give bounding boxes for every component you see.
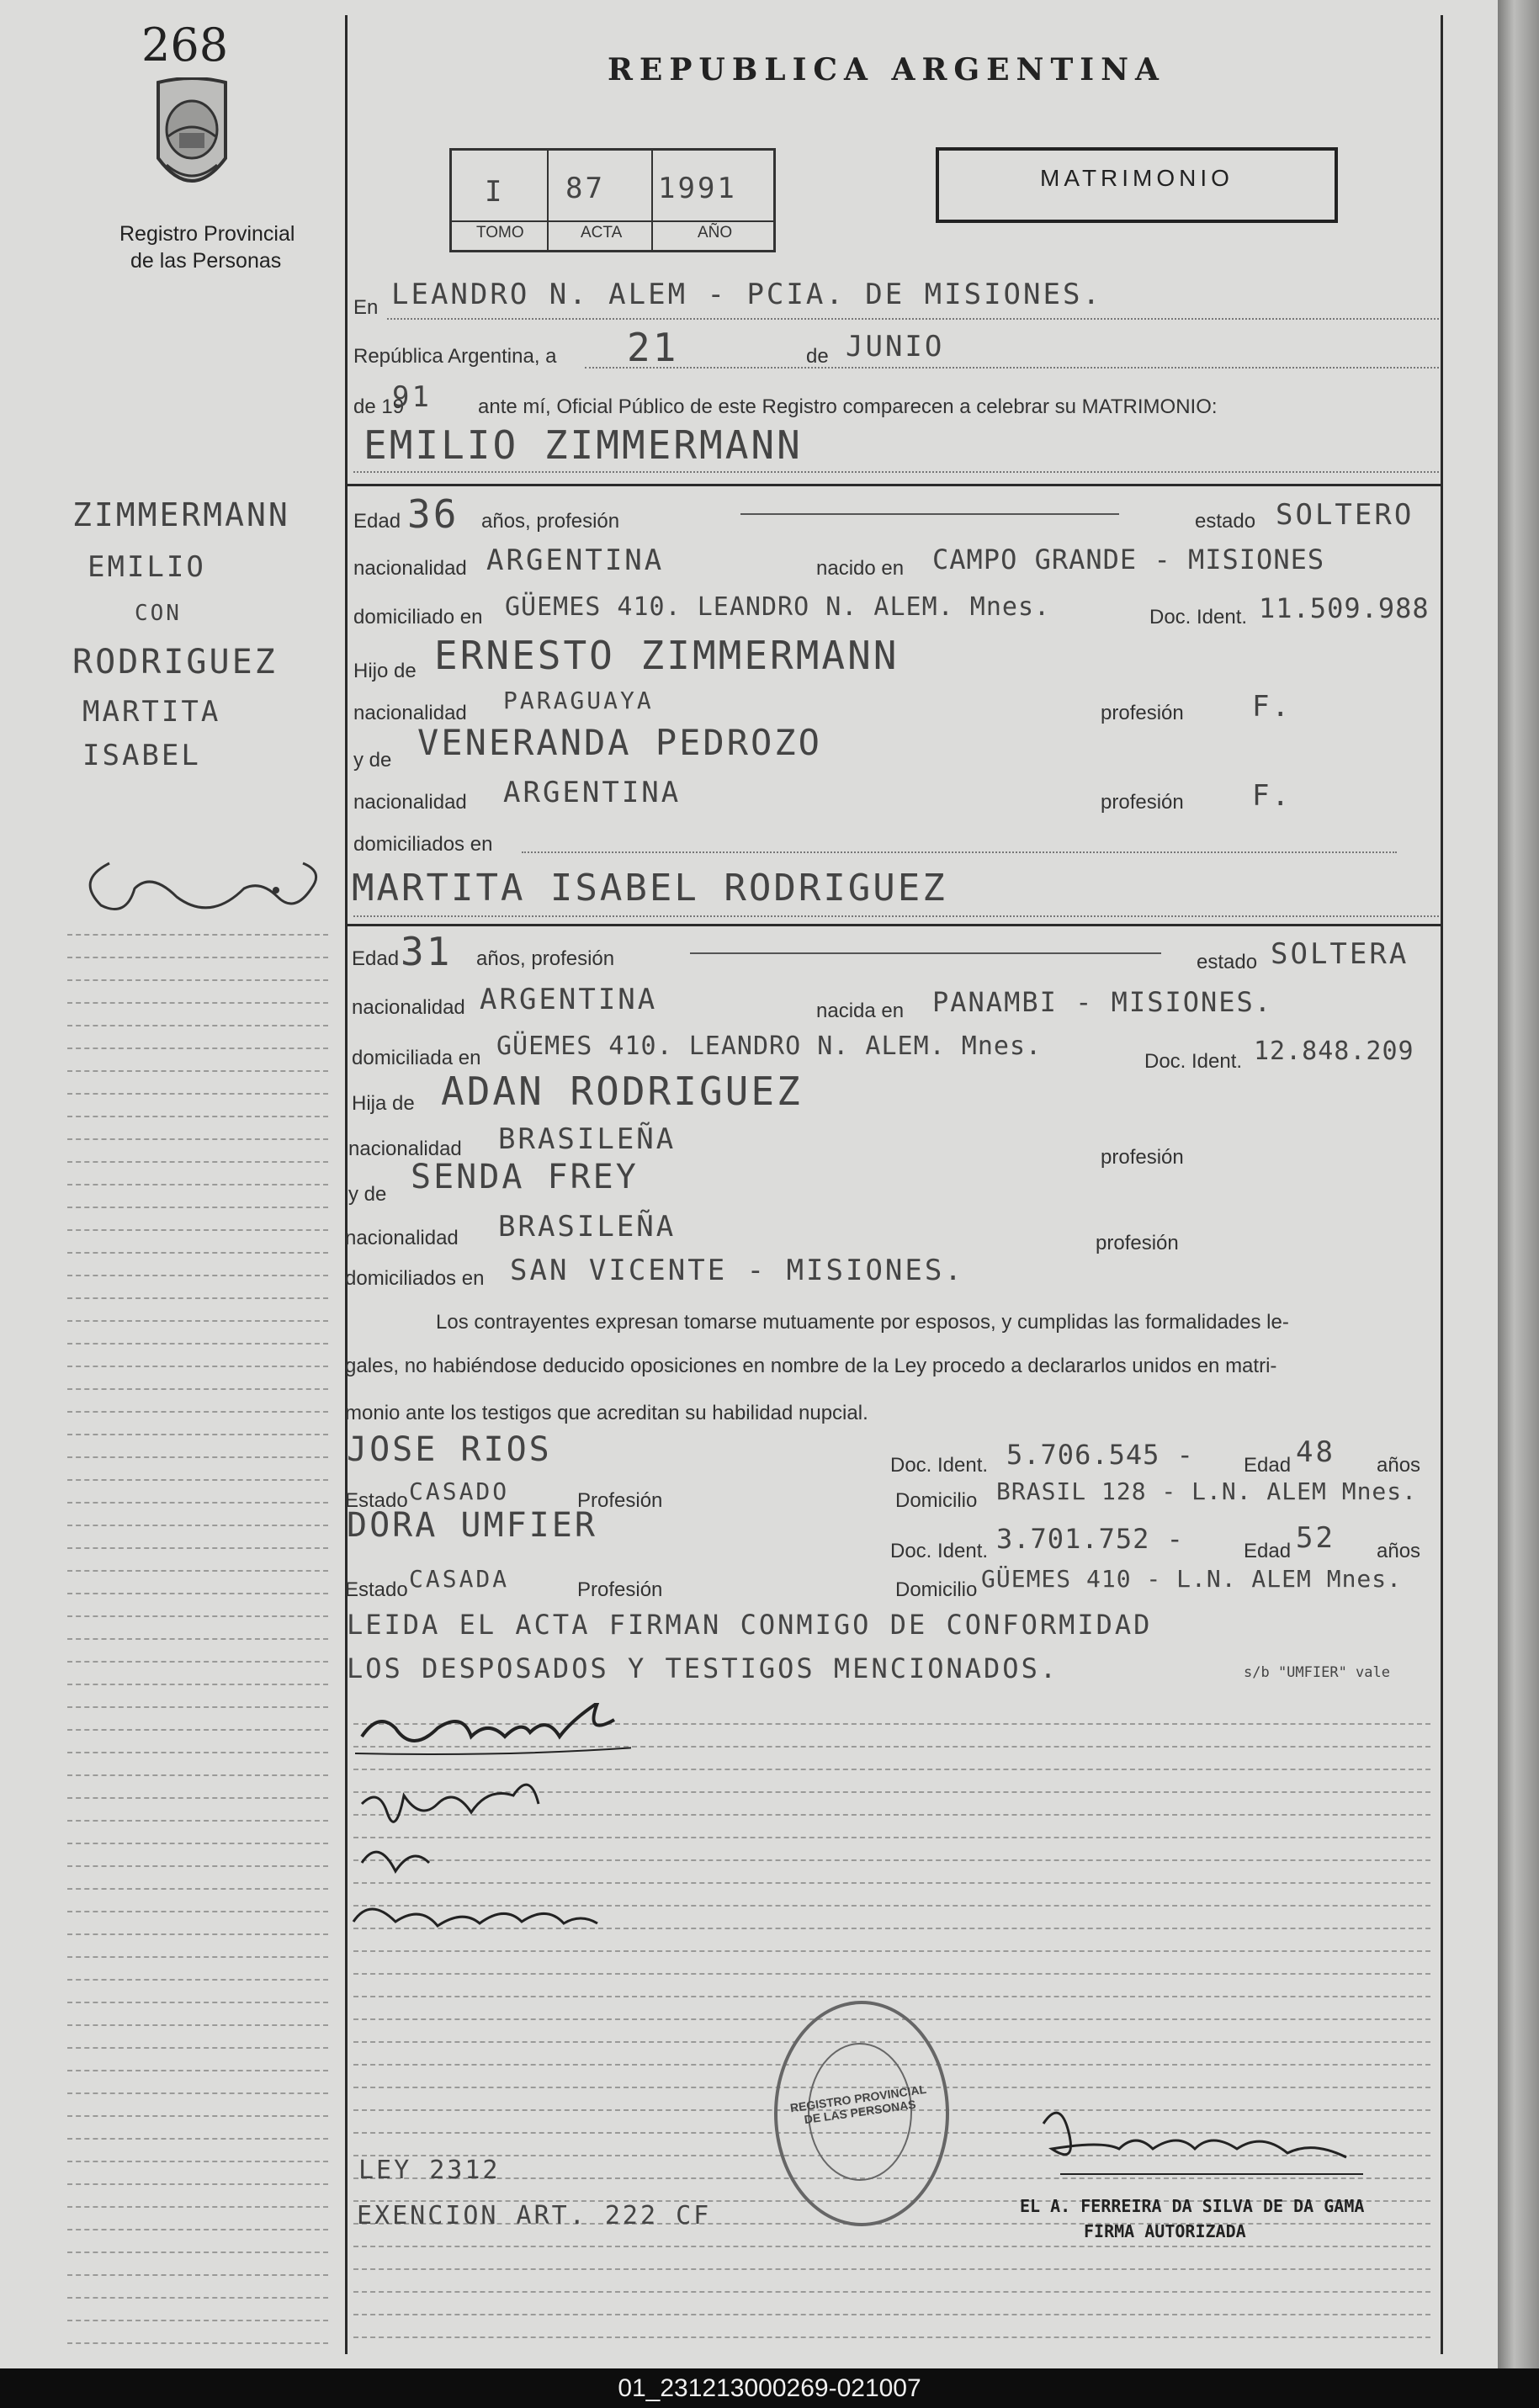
margin-rule-line	[67, 1911, 328, 1912]
footer-code: 01_231213000269-021007	[0, 2368, 1539, 2408]
margin-rule-line	[67, 1002, 328, 1004]
witness2-doc: 3.701.752 -	[996, 1523, 1184, 1555]
groom-padre-prof: F.	[1252, 690, 1292, 724]
margin-rule-line	[67, 1434, 328, 1435]
margin-rule-line	[67, 1138, 328, 1140]
groom-madre-prof: F.	[1252, 779, 1292, 813]
record-box-divider	[547, 148, 549, 250]
witness2-estado-label: Estado	[345, 1578, 408, 1601]
acta-label: ACTA	[581, 224, 623, 241]
registry-name-line1: Registro Provincial	[119, 222, 295, 246]
body-rule-line	[353, 2268, 1430, 2270]
closing-line2: LOS DESPOSADOS Y TESTIGOS MENCIONADOS.	[347, 1652, 1059, 1684]
bride-nacionalidad-label: nacionalidad	[352, 996, 465, 1019]
margin-rule-line	[67, 1706, 328, 1708]
bride-padre-prof-label: profesión	[1101, 1146, 1184, 1169]
witness1-prof-label: Profesión	[577, 1489, 663, 1512]
margin-rule-line	[67, 1570, 328, 1572]
margin-note-line2: EMILIO	[88, 550, 206, 584]
margin-rule-line	[67, 2002, 328, 2003]
witness2-domicilio: GÜEMES 410 - L.N. ALEM Mnes.	[981, 1565, 1403, 1593]
margin-rule-line	[67, 2297, 328, 2299]
groom-edad: 36	[407, 491, 459, 537]
stamp-text: REGISTRO PROVINCIAL DE LAS PERSONAS	[788, 2082, 927, 2127]
body-rule-line	[353, 1996, 1430, 1997]
body-rule-line	[353, 2291, 1430, 2293]
margin-rule-line	[67, 1956, 328, 1958]
witness1-estado-label: Estado	[345, 1489, 408, 1512]
law-line2: EXENCION ART. 222 CF	[357, 2201, 712, 2230]
margin-rule-line	[67, 2115, 328, 2117]
section-divider	[345, 484, 1443, 486]
groom-madre-nac: ARGENTINA	[503, 776, 682, 809]
bride-edad: 31	[401, 929, 453, 974]
margin-rule-line	[67, 1865, 328, 1867]
closing-line1: LEIDA EL ACTA FIRMAN CONMIGO DE CONFORMIDAD	[347, 1609, 1153, 1641]
margin-rule-line	[67, 1048, 328, 1049]
year-prefix: de 19	[353, 395, 405, 418]
margin-note-line4: RODRIGUEZ	[72, 643, 278, 682]
groom-madre-nac-label: nacionalidad	[353, 791, 467, 814]
tomo-label: TOMO	[476, 224, 524, 241]
groom-estado-label: estado	[1195, 510, 1256, 533]
witness2-prof-label: Profesión	[577, 1578, 663, 1601]
margin-note-line6: ISABEL	[82, 739, 201, 772]
margin-rule-line	[67, 1320, 328, 1322]
margin-rule-line	[67, 2070, 328, 2071]
groom-edad-label: Edad	[353, 510, 401, 533]
year-suffix: 91	[392, 380, 432, 414]
bride-madre-label: y de	[348, 1183, 387, 1206]
bride-doc: 12.848.209	[1254, 1037, 1414, 1066]
margin-rule-line	[67, 2229, 328, 2230]
margin-rule-line	[67, 2161, 328, 2162]
margin-note-line3: CON	[135, 601, 182, 626]
margin-rule-line	[67, 2092, 328, 2094]
witness1-name: JOSE RIOS	[347, 1430, 552, 1469]
witness1-edad: 48	[1296, 1435, 1335, 1469]
margin-rule-line	[67, 1093, 328, 1095]
margin-rule-line	[67, 1025, 328, 1026]
margin-rule-line	[67, 1729, 328, 1731]
margin-note-line1: ZIMMERMANN	[72, 496, 290, 533]
official-signature-icon	[1035, 2098, 1372, 2187]
bride-name: MARTITA ISABEL RODRIGUEZ	[352, 867, 947, 910]
bride-padre-nac-label: nacionalidad	[348, 1138, 462, 1160]
bride-madre-nac: BRASILEÑA	[498, 1210, 677, 1244]
bride-edad-label: Edad	[352, 947, 400, 970]
margin-rule-line	[67, 1820, 328, 1822]
place-value: LEANDRO N. ALEM - PCIA. DE MISIONES.	[391, 278, 1102, 311]
margin-rule-line	[67, 1479, 328, 1481]
bride-nacida: PANAMBI - MISIONES.	[932, 986, 1273, 1018]
paragraph-line3: monio ante los testigos que acreditan su habilidad nupcial.	[345, 1402, 868, 1424]
fill-line	[690, 952, 1161, 954]
margin-rule-line	[67, 1184, 328, 1185]
body-rule-line	[353, 2336, 1430, 2338]
paragraph-line1: Los contrayentes expresan tomarse mutuamente por esposos, y cumplidas las formalidades le-	[436, 1311, 1289, 1334]
margin-rule-line	[67, 1774, 328, 1776]
body-rule-line	[353, 2246, 1430, 2247]
fill-line	[585, 367, 1439, 369]
acta-value: 87	[565, 172, 605, 205]
margin-rule-line	[67, 1070, 328, 1072]
margin-rule-line	[67, 1843, 328, 1844]
margin-rule-line	[67, 1797, 328, 1799]
margin-rule-line	[67, 1297, 328, 1299]
paragraph-line2: gales, no habiéndose deducido oposiciones en nombre de la Ley procedo a declararlos unidos en matri-	[345, 1355, 1277, 1377]
fill-line	[353, 471, 1439, 473]
margin-rule-line	[67, 1888, 328, 1890]
groom-padre: ERNESTO ZIMMERMANN	[434, 633, 900, 678]
registry-name-line2: de las Personas	[130, 249, 282, 273]
margin-divider-right	[1441, 15, 1443, 2354]
bride-nacida-label: nacida en	[816, 1000, 905, 1022]
tomo-value: I	[485, 175, 505, 209]
bride-madre-nac-label: nacionalidad	[345, 1227, 459, 1249]
groom-nacido: CAMPO GRANDE - MISIONES	[932, 544, 1325, 575]
groom-doc-label: Doc. Ident.	[1149, 606, 1248, 629]
margin-rule-line	[67, 2206, 328, 2208]
law-line1: LEY 2312	[358, 2156, 501, 2185]
groom-estado: SOLTERO	[1276, 498, 1414, 532]
groom-padre-nac-label: nacionalidad	[353, 702, 467, 724]
groom-name: EMILIO ZIMMERMANN	[364, 422, 803, 468]
groom-doc: 11.509.988	[1259, 592, 1430, 624]
signatures-icon	[345, 1703, 631, 1960]
bride-estado-label: estado	[1197, 951, 1258, 973]
margin-rule-line	[67, 1547, 328, 1549]
margin-rule-line	[67, 1661, 328, 1663]
margin-rule-line	[67, 1638, 328, 1640]
month-value: JUNIO	[846, 330, 945, 363]
margin-rule-line	[67, 1411, 328, 1413]
bride-padre: ADAN RODRIGUEZ	[441, 1069, 803, 1114]
act-type-label: MATRIMONIO	[1040, 165, 1234, 191]
witness2-name: DORA UMFIER	[347, 1506, 597, 1545]
groom-nacido-label: nacido en	[816, 557, 905, 580]
witness2-edad: 52	[1296, 1521, 1335, 1555]
section-divider	[345, 924, 1443, 926]
margin-rule-line	[67, 1343, 328, 1345]
margin-divider-left	[345, 15, 348, 2354]
fill-line	[353, 915, 1439, 917]
bride-domicilio-label: domiciliada en	[352, 1047, 481, 1069]
margin-rule-line	[67, 1116, 328, 1117]
bride-padre-nac: BRASILEÑA	[498, 1122, 677, 1156]
margin-rule-line	[67, 2138, 328, 2140]
bride-madre-prof-label: profesión	[1096, 1232, 1179, 1254]
margin-rule-line	[67, 1229, 328, 1231]
margin-rule-line	[67, 1593, 328, 1594]
bride-domiciliados: SAN VICENTE - MISIONES.	[510, 1254, 964, 1287]
body-rule-line	[353, 1973, 1430, 1975]
margin-rule-line	[67, 1207, 328, 1208]
record-box-divider	[651, 148, 653, 250]
de-label: de	[806, 345, 829, 368]
sheet-number: 268	[141, 19, 229, 72]
groom-domiciliados-label: domiciliados en	[353, 833, 493, 856]
groom-nacionalidad-label: nacionalidad	[353, 557, 467, 580]
bride-anos-profesion-label: años, profesión	[476, 947, 615, 970]
witness1-anos-label: años	[1377, 1454, 1421, 1477]
margin-rule-line	[67, 2047, 328, 2049]
day-value: 21	[627, 325, 679, 370]
fill-line	[740, 513, 1119, 515]
groom-madre-prof-label: profesión	[1101, 791, 1184, 814]
bride-domicilio: GÜEMES 410. LEANDRO N. ALEM. Mnes.	[496, 1032, 1043, 1061]
country-title: REPUBLICA ARGENTINA	[608, 52, 1165, 88]
margin-rule-line	[67, 2342, 328, 2344]
margin-rule-line	[67, 1275, 328, 1276]
bride-padre-label: Hija de	[352, 1092, 415, 1115]
margin-rule-line	[67, 2252, 328, 2253]
margin-rule-line	[67, 2024, 328, 2026]
groom-domicilio: GÜEMES 410. LEANDRO N. ALEM. Mnes.	[505, 592, 1051, 622]
margin-rule-line	[67, 1933, 328, 1935]
groom-madre-label: y de	[353, 749, 392, 772]
margin-rule-line	[67, 1684, 328, 1685]
provincial-seal-icon	[150, 77, 234, 200]
witness2-dom-label: Domicilio	[895, 1578, 978, 1601]
margin-rule-line	[67, 1979, 328, 1981]
witness1-doc: 5.706.545 -	[1006, 1439, 1194, 1471]
groom-padre-label: Hijo de	[353, 660, 417, 682]
bride-madre: SENDA FREY	[411, 1158, 639, 1196]
witness2-estado: CASADA	[409, 1565, 510, 1593]
anio-value: 1991	[658, 172, 737, 205]
groom-nacionalidad: ARGENTINA	[486, 544, 665, 577]
margin-rule-line	[67, 1252, 328, 1254]
margin-rule-line	[67, 1366, 328, 1367]
witness2-anos-label: años	[1377, 1540, 1421, 1562]
margin-rule-line	[67, 1752, 328, 1753]
closing-note: s/b "UMFIER" vale	[1244, 1664, 1390, 1681]
margin-rule-line	[67, 957, 328, 958]
margin-rule-line	[67, 1525, 328, 1526]
republica-label: República Argentina, a	[353, 345, 557, 368]
witness1-estado: CASADO	[409, 1477, 510, 1505]
body-rule-line	[353, 2314, 1430, 2315]
groom-domicilio-label: domiciliado en	[353, 606, 483, 629]
witness2-doc-label: Doc. Ident.	[890, 1540, 989, 1562]
margin-rule-line	[67, 2320, 328, 2321]
groom-madre: VENERANDA PEDROZO	[417, 722, 822, 763]
fill-line	[387, 318, 1439, 320]
margin-note-line5: MARTITA	[82, 695, 221, 729]
intro-text: ante mí, Oficial Público de este Registro comparecen a celebrar su MATRIMONIO:	[478, 395, 1218, 418]
margin-rule-line	[67, 2183, 328, 2185]
witness1-dom-label: Domicilio	[895, 1489, 978, 1512]
official-title: FIRMA AUTORIZADA	[1084, 2221, 1246, 2241]
witness1-edad-label: Edad	[1244, 1454, 1292, 1477]
bride-nacionalidad: ARGENTINA	[480, 983, 658, 1016]
witness1-doc-label: Doc. Ident.	[890, 1454, 989, 1477]
fill-line	[522, 851, 1397, 853]
margin-rule-line	[67, 1388, 328, 1390]
margin-rule-line	[67, 979, 328, 981]
record-box-divider	[449, 220, 773, 222]
anio-label: AÑO	[698, 224, 733, 241]
margin-rule-line	[67, 1502, 328, 1504]
groom-anos-profesion-label: años, profesión	[481, 510, 620, 533]
margin-rule-line	[67, 1161, 328, 1163]
margin-flourish-icon	[76, 838, 328, 935]
bride-doc-label: Doc. Ident.	[1144, 1050, 1243, 1073]
book-binding	[1498, 0, 1539, 2368]
witness2-edad-label: Edad	[1244, 1540, 1292, 1562]
witness1-domicilio: BRASIL 128 - L.N. ALEM Mnes.	[996, 1477, 1418, 1505]
groom-padre-nac: PARAGUAYA	[503, 687, 654, 714]
bride-domiciliados-label: domiciliados en	[345, 1267, 485, 1290]
margin-rule-line	[67, 1456, 328, 1458]
groom-padre-prof-label: profesión	[1101, 702, 1184, 724]
margin-rule-line	[67, 1615, 328, 1617]
bride-estado: SOLTERA	[1271, 937, 1409, 971]
margin-rule-line	[67, 2274, 328, 2276]
en-label: En	[353, 296, 379, 319]
official-name: EL A. FERREIRA DA SILVA DE DA GAMA	[1020, 2196, 1365, 2216]
